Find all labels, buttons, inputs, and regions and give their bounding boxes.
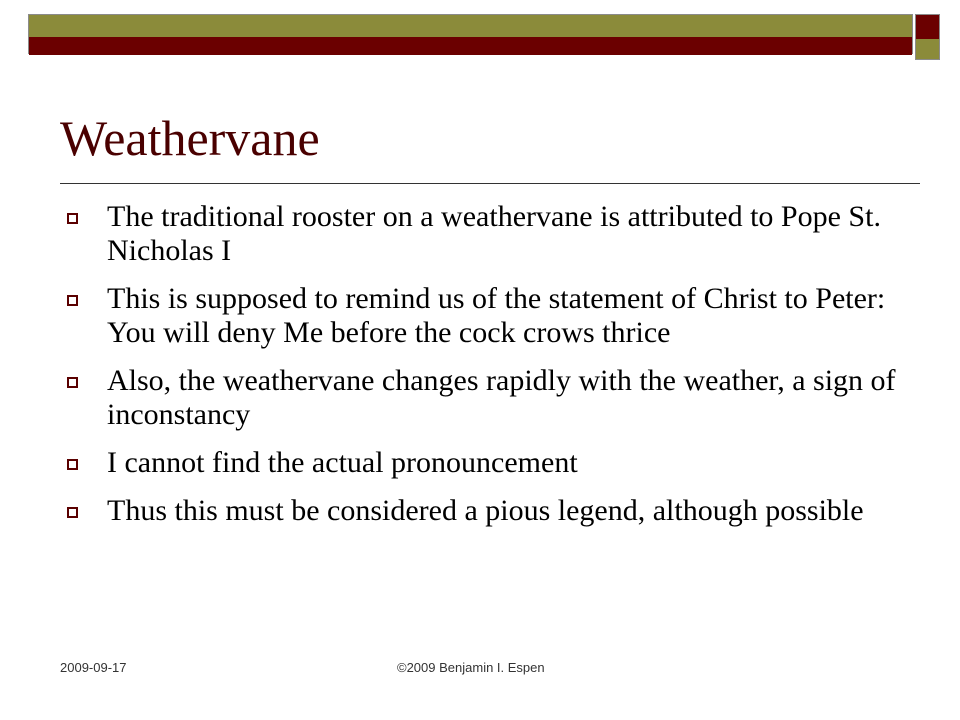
top-decorative-bar — [28, 14, 913, 54]
square-bullet-icon — [67, 213, 78, 224]
bullet-list — [62, 200, 902, 542]
bullet-item — [62, 200, 902, 268]
top-corner-block — [915, 14, 940, 60]
top-bar-olive-stripe — [29, 15, 912, 37]
top-bar-maroon-stripe — [29, 37, 912, 55]
footer-copyright: ©2009 Benjamin I. Espen — [397, 660, 545, 675]
square-bullet-icon — [67, 295, 78, 306]
bullet-item — [62, 494, 902, 528]
title-divider — [60, 183, 920, 184]
bullet-item — [62, 282, 902, 350]
footer-date: 2009-09-17 — [60, 660, 127, 675]
square-bullet-icon — [67, 459, 78, 470]
bullet-text: I cannot find the actual pronouncement — [107, 446, 578, 479]
slide-title: Weathervane — [60, 110, 320, 166]
bullet-text: The traditional rooster on a weathervane is attributed to Pope St. Nicholas I — [107, 200, 881, 267]
corner-maroon-cap — [916, 15, 939, 39]
bullet-text: Thus this must be considered a pious legend, although possible — [107, 494, 864, 527]
bullet-text: Also, the weathervane changes rapidly with the weather, a sign of inconstancy — [107, 364, 896, 431]
bullet-item — [62, 364, 902, 432]
bullet-text: This is supposed to remind us of the statement of Christ to Peter: You will deny Me before the cock crows thrice — [107, 282, 886, 349]
square-bullet-icon — [67, 377, 78, 388]
square-bullet-icon — [67, 507, 78, 518]
bullet-item — [62, 446, 902, 480]
